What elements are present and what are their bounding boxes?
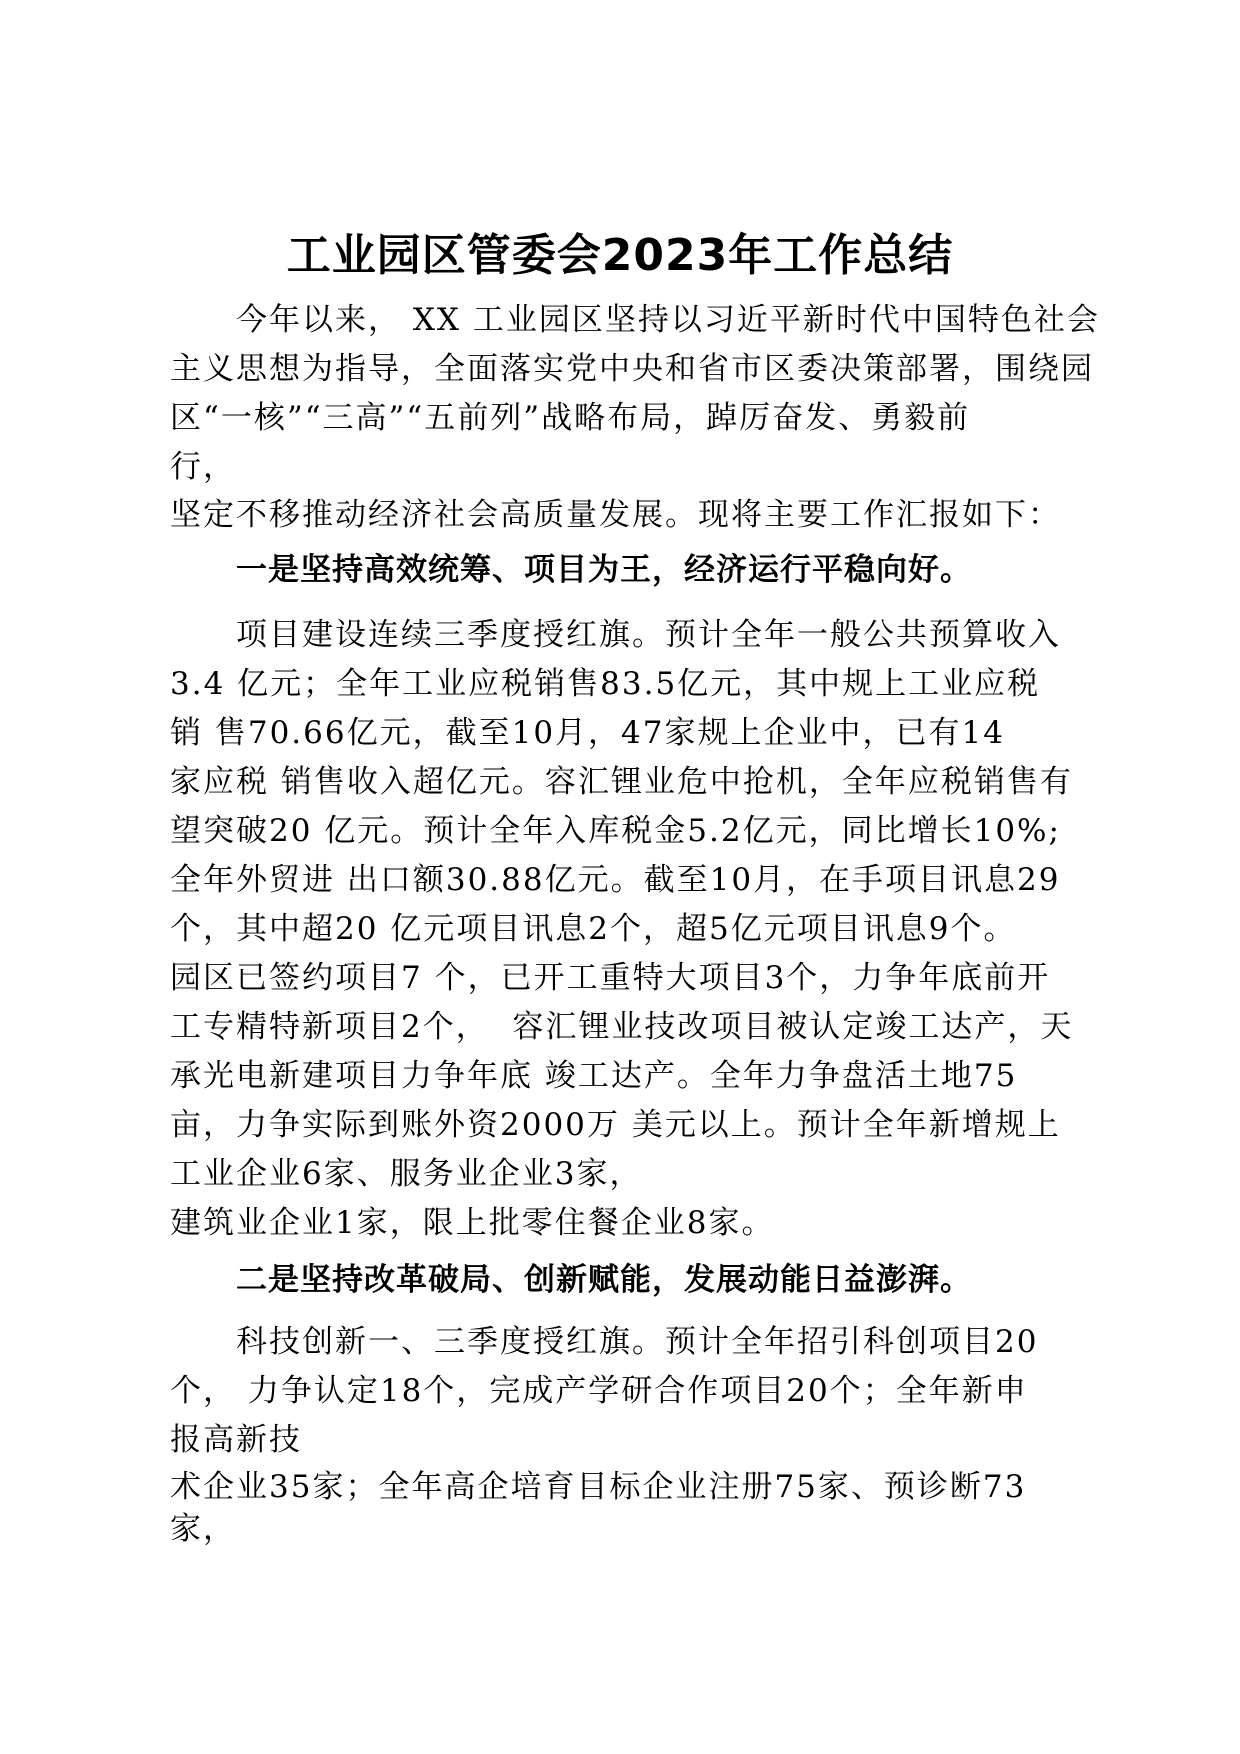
- section-2-line-1: 科技创新一、三季度授红旗。预计全年招引科创项目20: [236, 1324, 1039, 1360]
- section-1-line-12: 工业企业6家、服务业企业3家，: [170, 1156, 643, 1192]
- section-2-line-5: 家，: [170, 1511, 236, 1547]
- section-1-line-10: 承光电新建项目力争年底 竣工达产。全年力争盘活土地75: [170, 1058, 1018, 1094]
- section-2-line-4: 术企业35家；全年高企培育目标企业注册75家、预诊断73: [170, 1469, 1027, 1505]
- section-1-line-5: 望突破20 亿元。预计全年入库税金5.2亿元，同比增长10%;: [170, 813, 1061, 849]
- section-1-line-9: 工专精特新项目2个， 容汇锂业技改项目被认定竣工达产，天: [170, 1009, 1074, 1045]
- section-1-heading: 一是坚持高效统筹、项目为王，经济运行平稳向好。: [236, 552, 972, 588]
- intro-line-1: 今年以来， XX 工业园区坚持以习近平新时代中国特色社会: [236, 302, 1100, 338]
- section-1-line-7: 个，其中超20 亿元项目讯息2个，超5亿元项目讯息9个。: [170, 911, 1017, 947]
- section-1-line-2: 3.4 亿元；全年工业应税销售83.5亿元，其中规上工业应税: [170, 666, 1041, 702]
- section-1-line-1: 项目建设连续三季度授红旗。预计全年一般公共预算收入: [236, 617, 1061, 653]
- intro-line-2: 主义思想为指导，全面落实党中央和省市区委决策部署，围绕园: [170, 351, 1094, 387]
- section-1-line-3: 销 售70.66亿元，截至10月，47家规上企业中，已有14: [170, 715, 1005, 751]
- section-2-heading: 二是坚持改革破局、创新赋能，发展动能日益澎湃。: [236, 1262, 972, 1298]
- section-1-line-11: 亩，力争实际到账外资2000万 美元以上。预计全年新增规上: [170, 1107, 1061, 1143]
- intro-line-5: 坚定不移推动经济社会高质量发展。现将主要工作汇报如下：: [170, 497, 1061, 533]
- section-2-line-3: 报高新技: [170, 1422, 302, 1458]
- section-1-line-8: 园区已签约项目7 个，已开工重特大项目3个，力争年底前开: [170, 960, 1051, 996]
- section-1-line-6: 全年外贸进 出口额30.88亿元。截至10月，在手项目讯息29: [170, 862, 1061, 898]
- section-1-line-4: 家应税 销售收入超亿元。容汇锂业危中抢机，全年应税销售有: [170, 764, 1073, 800]
- section-2-line-2: 个， 力争认定18个，完成产学研合作项目20个；全年新申: [170, 1373, 1028, 1409]
- intro-line-3: 区“一核”“三高”“五前列”战略布局，踔厉奋发、勇毅前: [170, 400, 971, 436]
- document-title: 工业园区管委会2023年工作总结: [286, 230, 954, 281]
- intro-line-4: 行，: [170, 449, 236, 485]
- section-1-line-13: 建筑业企业1家，限上批零住餐企业8家。: [170, 1205, 775, 1241]
